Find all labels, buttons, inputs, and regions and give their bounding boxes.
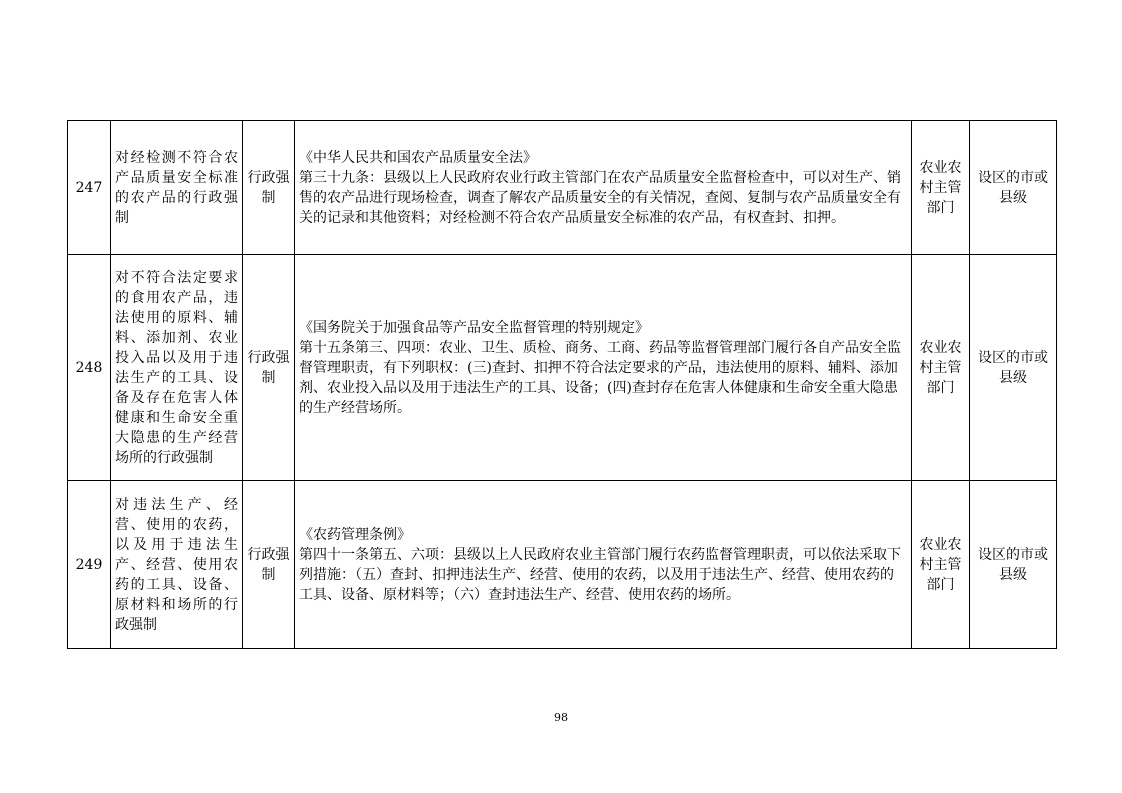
responsible-department: 农业农村主管部门 [912, 121, 970, 255]
item-type: 行政强制 [243, 481, 295, 649]
jurisdiction-level: 设区的市或县级 [970, 121, 1057, 255]
law-clause: 第十五条第三、四项：农业、卫生、质检、商务、工商、药品等监督管理部门履行各自产品安全监督管理职责，有下列职权：(三)查封、扣押不符合法定要求的产品，违法使用的原料、辅料、添加剂、农业投入品以及用于违法生产的工具、设备；(四)查封存在危害人体健康和生命安全重大隐患的生产经营场所。 [299, 339, 901, 416]
item-number: 249 [68, 481, 111, 649]
item-name: 对经检测不符合农产品质量安全标准的农产品的行政强制 [111, 121, 243, 255]
law-title: 《中华人民共和国农产品质量安全法》 [299, 149, 537, 166]
item-name: 对不符合法定要求的食用农产品，违法使用的原料、辅料、添加剂、农业投入品以及用于违法生产的工具、设备及存在危害人体健康和生命安全重大隐患的生产经营场所的行政强制 [111, 255, 243, 481]
item-name: 对违法生产、经营、使用的农药，以及用于违法生产、经营、使用农药的工具、设备、原材料和场所的行政强制 [111, 481, 243, 649]
responsible-department: 农业农村主管部门 [912, 481, 970, 649]
law-clause: 第三十九条：县级以上人民政府农业行政主管部门在农产品质量安全监督检查中，可以对生产、销售的农产品进行现场检查，调查了解农产品质量安全的有关情况，查阅、复制与农产品质量安全有关的记录和其他资料；对经检测不符合农产品质量安全标准的农产品，有权查封、扣押。 [299, 169, 901, 226]
jurisdiction-level: 设区的市或县级 [970, 255, 1057, 481]
item-type: 行政强制 [243, 255, 295, 481]
item-number: 247 [68, 121, 111, 255]
legal-basis [295, 121, 912, 255]
jurisdiction-level: 设区的市或县级 [970, 481, 1057, 649]
table-row [68, 255, 1057, 481]
enforcement-table [67, 120, 1057, 649]
responsible-department: 农业农村主管部门 [912, 255, 970, 481]
table-row [68, 121, 1057, 255]
legal-basis [295, 481, 912, 649]
page-number: 98 [554, 711, 568, 724]
item-number: 248 [68, 255, 111, 481]
law-clause: 第四十一条第五、六项：县级以上人民政府农业主管部门履行农药监督管理职责，可以依法采取下列措施：（五）查封、扣押违法生产、经营、使用的农药，以及用于违法生产、经营、使用农药的 工具、设备、原材料等；（六）查封违法生产、经营、使用农药的场所。 [299, 546, 901, 603]
legal-basis [295, 255, 912, 481]
item-type: 行政强制 [243, 121, 295, 255]
law-title: 《国务院关于加强食品等产品安全监督管理的特别规定》 [299, 319, 649, 336]
table-row [68, 481, 1057, 649]
law-title: 《农药管理条例》 [299, 526, 411, 543]
